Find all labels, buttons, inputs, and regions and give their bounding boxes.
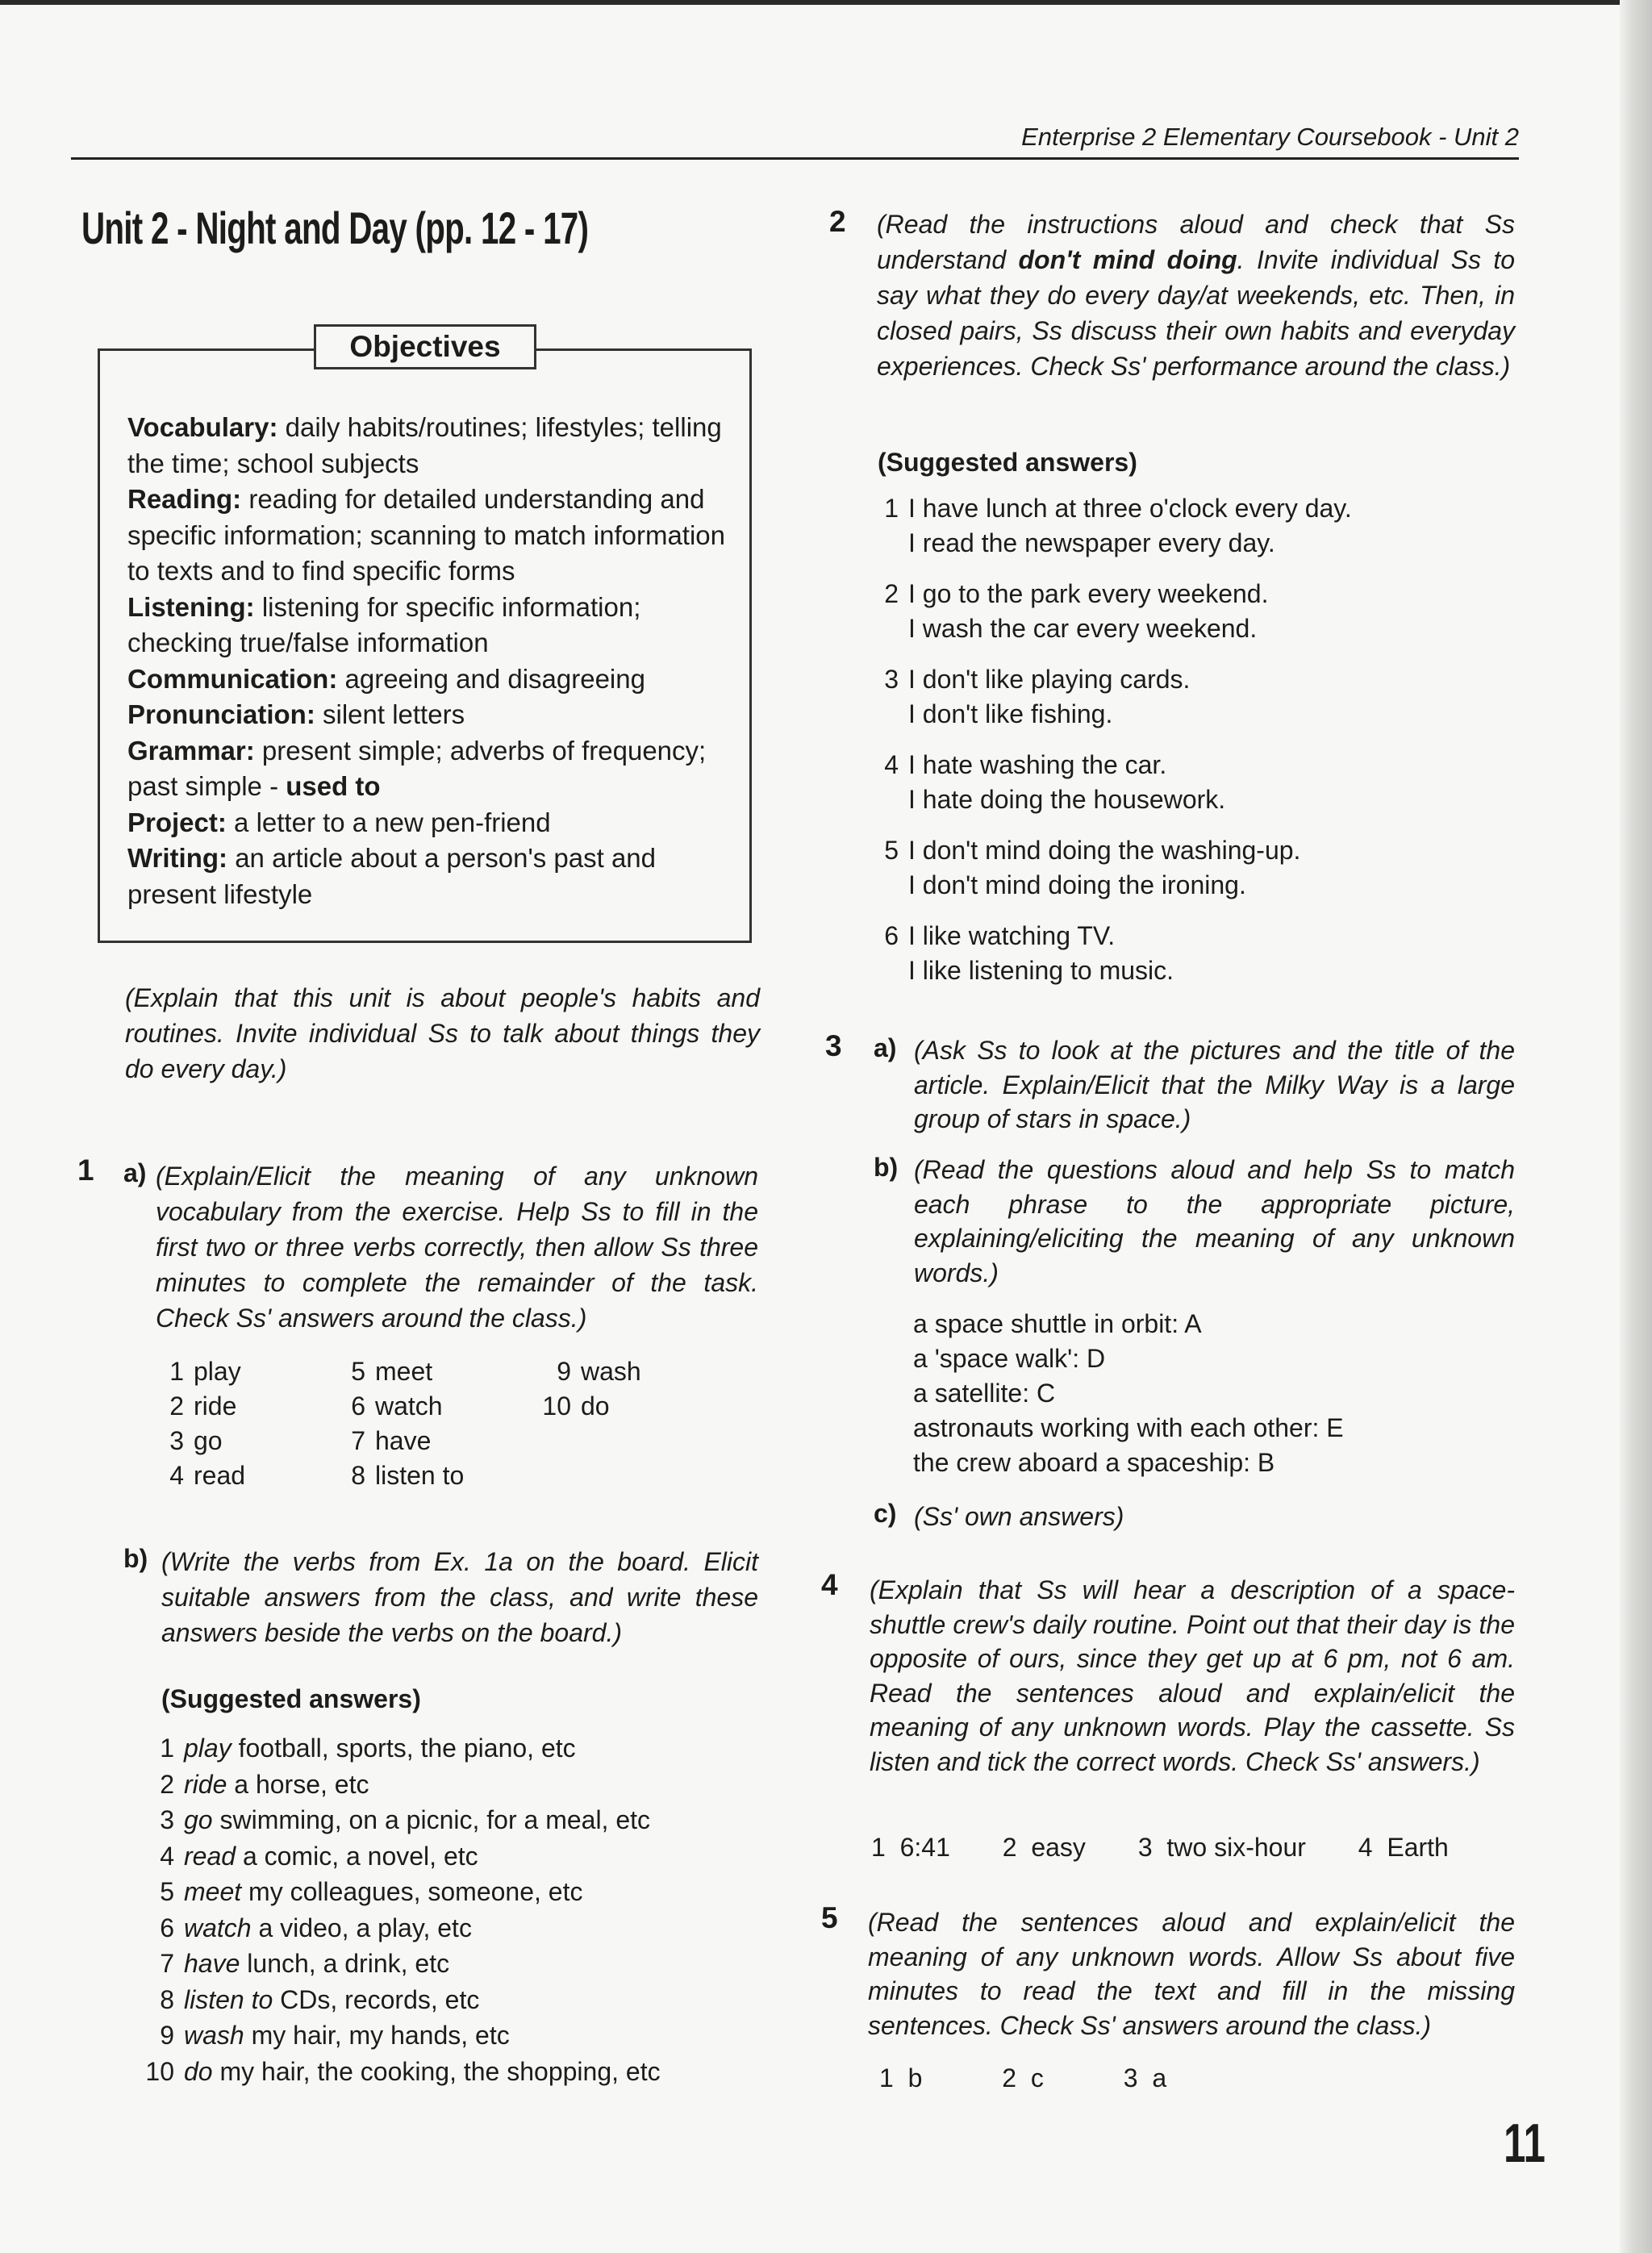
- objective-item: Listening: listening for specific information; checking true/false information: [127, 591, 641, 657]
- exercise-1a-answers-col2: 5 meet 6 watch 7 have 8 listen to: [351, 1357, 465, 1490]
- scan-edge-top: [0, 0, 1652, 5]
- objectives-list: [127, 410, 732, 912]
- running-header: Enterprise 2 Elementary Coursebook - Unit 2: [1021, 123, 1519, 151]
- list-item: astronauts working with each other: E: [913, 1413, 1344, 1442]
- list-item: 9 wash my hair, my hands, etc: [160, 2021, 510, 2050]
- list-item: 1 I have lunch at three o'clock every day. I read the newspaper every day.: [884, 494, 1352, 557]
- header-rule: [71, 157, 1519, 160]
- exercise-3b-answers: [913, 1307, 1344, 1480]
- exercise-1b-instructions: (Write the verbs from Ex. 1a on the board. Elicit suitable answers from the class, and write these answers beside the verbs on the board.): [161, 1547, 758, 1647]
- list-item: 5 I don't mind doing the washing-up. I don't mind doing the ironing.: [884, 836, 1301, 899]
- list-item: 3 I don't like playing cards. I don't like fishing.: [884, 665, 1191, 728]
- intro-instructions: (Explain that this unit is about people's habits and routines. Invite individual Ss to talk about things they do every day.): [125, 983, 760, 1083]
- page-number: 11: [1504, 2113, 1546, 2174]
- exercise-3-number: 3: [825, 1029, 842, 1062]
- exercise-4-instructions: (Explain that Ss will hear a description of a space-shuttle crew's daily routine. Point out that their day is the opposite of ours, since they get up at 6 pm, not 6 am. Read the sentences aloud and explain/elicit the meaning of any unknown words. Play the cassette. Ss listen and tick the correct words. Check Ss' answers.): [870, 1575, 1515, 1776]
- exercise-2-suggested-heading: (Suggested answers): [878, 448, 1137, 477]
- objectives-title: Objectives: [314, 324, 536, 369]
- list-item: 1 play football, sports, the piano, etc: [160, 1734, 576, 1763]
- list-item: 4 I hate washing the car. I hate doing the housework.: [884, 750, 1226, 814]
- exercise-3b-label: b): [874, 1153, 899, 1182]
- exercise-2-instructions: (Read the instructions aloud and check that Ss understand don't mind doing. Invite individual Ss to say what they do every day/at weekends, etc. Then, in closed pairs, Ss discuss their own habits and everyday experiences. Check Ss' performance around the class.): [877, 210, 1515, 381]
- exercise-1a-answers-col1: 1 play 2 ride 3 go 4 read: [169, 1357, 246, 1490]
- list-item: 6 I like watching TV. I like listening to music.: [884, 921, 1174, 985]
- objective-item: Grammar: present simple; adverbs of frequency; past simple - used to: [127, 735, 707, 801]
- objective-item: Writing: an article about a person's past and present lifestyle: [127, 843, 657, 909]
- list-item: 2 I go to the park every weekend. I wash the car every weekend.: [884, 579, 1269, 643]
- list-item: 7 have lunch, a drink, etc: [160, 1949, 450, 1978]
- scan-edge-right: [1620, 0, 1652, 2253]
- list-item: a space shuttle in orbit: A: [913, 1309, 1202, 1338]
- list-item: a 'space walk': D: [913, 1344, 1106, 1373]
- exercise-3a-label: a): [874, 1033, 897, 1062]
- list-item: 6 watch a video, a play, etc: [160, 1913, 472, 1942]
- list-item: 2 ride a horse, etc: [160, 1769, 369, 1799]
- objective-item: Vocabulary: daily habits/routines; lifestyles; telling the time; school subjects: [127, 412, 722, 478]
- exercise-2-suggested-list: [879, 491, 1352, 1004]
- exercise-1b-suggested-heading: (Suggested answers): [161, 1684, 421, 1713]
- exercise-1-number: 1: [77, 1154, 94, 1187]
- exercise-1a-instructions: (Explain/Elicit the meaning of any unknown vocabulary from the exercise. Help Ss to fill in the first two or three verbs correctly, then allow Ss three minutes to complete the remainder of the task. Check Ss' answers around the class.): [156, 1162, 758, 1333]
- unit-title: Unit 2 - Night and Day (pp. 12 - 17): [81, 202, 589, 253]
- exercise-2-number: 2: [829, 205, 846, 238]
- objective-item: Pronunciation: silent letters: [127, 699, 465, 729]
- objective-item: Communication: agreeing and disagreeing: [127, 663, 645, 694]
- exercise-4-number: 4: [821, 1568, 838, 1601]
- objective-item: Reading: reading for detailed understanding and specific information; scanning to match information to texts and to find specific forms: [127, 484, 726, 586]
- exercise-3c-label: c): [874, 1499, 897, 1528]
- exercise-1a-answers-col3: 9 wash 10 do: [542, 1357, 641, 1421]
- exercise-5-instructions: (Read the sentences aloud and explain/elicit the meaning of any unknown words. Allow Ss about five minutes to read the text and fill in the missing sentences. Check Ss' answers around the class.): [868, 1908, 1515, 2040]
- list-item: 3 go swimming, on a picnic, for a meal, etc: [160, 1805, 651, 1834]
- exercise-5-answers: 1 b 2 c 3 a: [879, 2063, 1167, 2092]
- list-item: 8 listen to CDs, records, etc: [160, 1984, 480, 2014]
- exercise-4-answers: 1 6:41 2 easy 3 two six-hour 4 Earth: [871, 1833, 1449, 1862]
- exercise-1b-label: b): [123, 1544, 148, 1573]
- list-item: a satellite: C: [913, 1379, 1056, 1408]
- exercise-1a-label: a): [123, 1158, 147, 1187]
- list-item: the crew aboard a spaceship: B: [913, 1448, 1275, 1477]
- exercise-5-number: 5: [821, 1901, 838, 1934]
- exercise-3c-text: (Ss' own answers): [914, 1502, 1124, 1531]
- list-item: 4 read a comic, a novel, etc: [160, 1841, 478, 1871]
- list-item: 10 do my hair, the cooking, the shopping, etc: [145, 2056, 661, 2086]
- exercise-1b-suggested-list: [136, 1730, 661, 2089]
- exercise-3a-instructions: (Ask Ss to look at the pictures and the title of the article. Explain/Elicit that the Milky Way is a large group of stars in space.): [914, 1036, 1515, 1133]
- exercise-3b-instructions: (Read the questions aloud and help Ss to match each phrase to the appropriate picture, explaining/eliciting the meaning of any unknown words.): [914, 1155, 1515, 1287]
- objective-item: Project: a letter to a new pen-friend: [127, 807, 551, 837]
- list-item: 5 meet my colleagues, someone, etc: [160, 1877, 583, 1906]
